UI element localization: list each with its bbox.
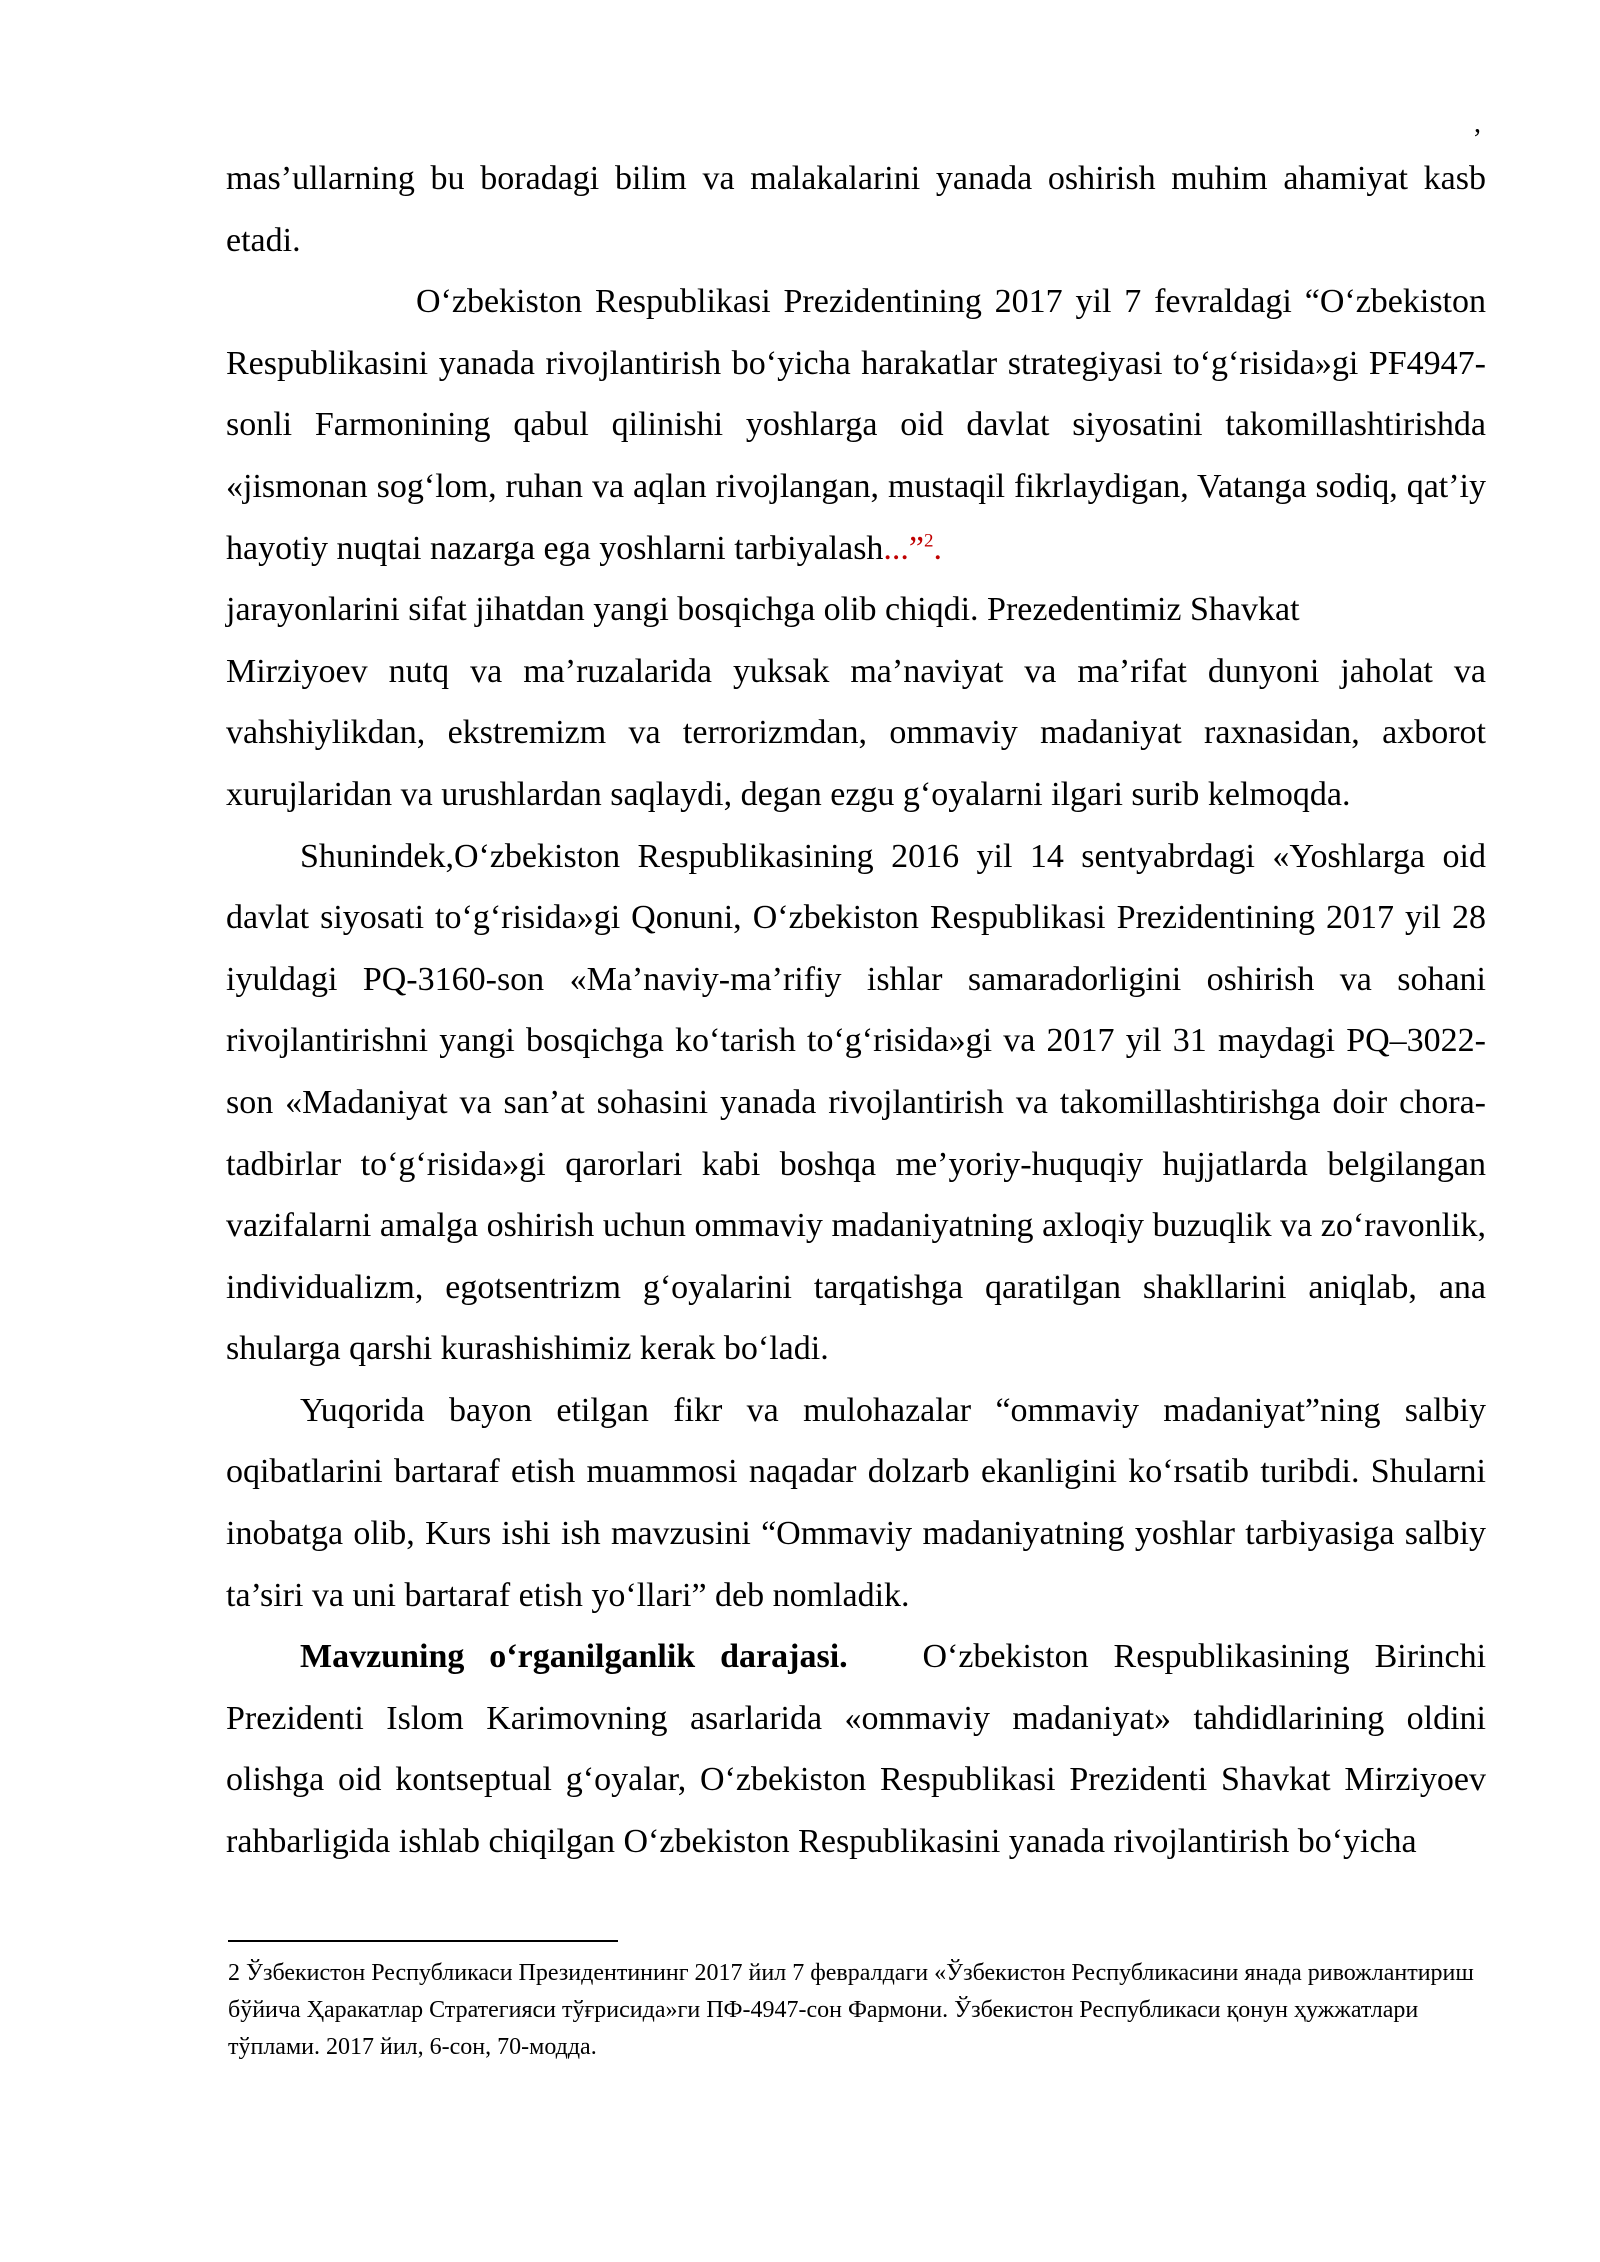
quote-ellipsis: ...” <box>883 529 925 567</box>
page-mark: , <box>1474 108 1481 139</box>
footnote-reference[interactable]: 2 <box>924 530 934 552</box>
paragraph-1c: Mirziyoev nutq va ma’ruzalarida yuksak ma’naviyat va ma’rifat dunyoni jaholat va vahshiylikdan, ekstremizm va terrorizmdan, ommaviy madaniyat raxnasidan, axborot xurujlaridan va urushlardan saqlaydi, degan ezgu g‘oyalarni ilgari surib kelmoqda. <box>226 652 1486 813</box>
section-heading-inline: Mavzuning o‘rganilganlik darajasi. <box>300 1638 848 1676</box>
paragraph-0: mas’ullarning bu boradagi bilim va malakalarini yanada oshirish muhim ahamiyat kasb etadi. <box>226 160 1486 259</box>
paragraph-3: Yuqorida bayon etilgan fikr va mulohazalar “ommaviy madaniyat”ning salbiy oqibatlarini bartaraf etish muammosi naqadar dolzarb ekanligini ko‘rsatib turibdi. Shularni inobatga olib, Kurs ishi ish mavzusini “Ommaviy madaniyatning yoshlar tarbiyasiga salbiy ta’siri va uni bartaraf etish yo‘llari” deb nomladik. <box>226 1391 1486 1614</box>
paragraph-1-text: O‘zbekiston Respublikasi Prezidentining 2017 yil 7 fevraldagi “O‘zbekiston Respublikasini yanada rivojlantirish bo‘yicha harakatlar strategiyasi to‘g‘risida»gi PF4947-sonli Farmonining qabul qilinishi yoshlarga oid davlat siyosatini takomillashtirishda «jismonan sog‘lom, ruhan va aqlan rivojlangan, mustaqil fikrlaydigan, Vatanga sodiq, qat’iy hayotiy nuqtai nazarga ega yoshlarni tarbiyalash <box>226 283 1486 567</box>
document-body <box>226 148 1486 1873</box>
paragraph-4-text: O‘zbekiston Respublikasining Birinchi Prezidenti Islom Karimovning asarlarida «ommaviy madaniyat» tahdidlarining oldini olishga oid kontseptual g‘oyalar, O‘zbekiston Respublikasi Prezidenti Shavkat Mirziyoev rahbarligida ishlab chiqilgan O‘zbekiston Respublikasini yanada rivojlantirish bo‘yicha <box>226 1638 1487 1861</box>
paragraph-1 <box>226 271 1486 579</box>
paragraph-4 <box>226 1626 1486 1872</box>
footnote-period: . <box>933 529 943 567</box>
footnote: 2 Ўзбекистон Республикаси Президентининг 2017 йил 7 февралдаги «Ўзбекистон Республикасини янада ривожлантириш бўйича Ҳаракатлар Стратегияси тўғрисида»ги ПФ-4947-сон Фармони. Ўзбекистон Республикаси қонун ҳужжатлари тўплами. 2017 йил, 6-сон, 70-модда. <box>228 1960 1474 2060</box>
paragraph-2: Shunindek,O‘zbekiston Respublikasining 2016 yil 14 sentyabrdagi «Yoshlarga oid davlat siyosati to‘g‘risida»gi Qonuni, O‘zbekiston Respublikasi Prezidentining 2017 yil 28 iyuldagi PQ-3160-son «Ma’naviy-ma’rifiy ishlar samaradorligini oshirish va sohani rivojlantirishni yangi bosqichga ko‘tarish to‘g‘risida»gi va 2017 yil 31 maydagi PQ–3022-son «Madaniyat va san’at sohasini yanada rivojlantirish va takomillashtirishga doir chora-tadbirlar to‘g‘risida»gi qarorlari kabi boshqa me’yoriy-huquqiy hujjatlarda belgilangan vazifalarni amalga oshirish uchun ommaviy madaniyatning axloqiy buzuqlik va zo‘ravonlik, individualizm, egotsentrizm g‘oyalarini tarqatishga qaratilgan shakllarini aniqlab, ana shularga qarshi kurashishimiz kerak bo‘ladi. <box>226 837 1486 1368</box>
footnote-separator <box>228 1940 618 1942</box>
paragraph-1b: jarayonlarini sifat jihatdan yangi bosqichga olib chiqdi. Prezedentimiz Shavkat <box>226 591 1300 629</box>
